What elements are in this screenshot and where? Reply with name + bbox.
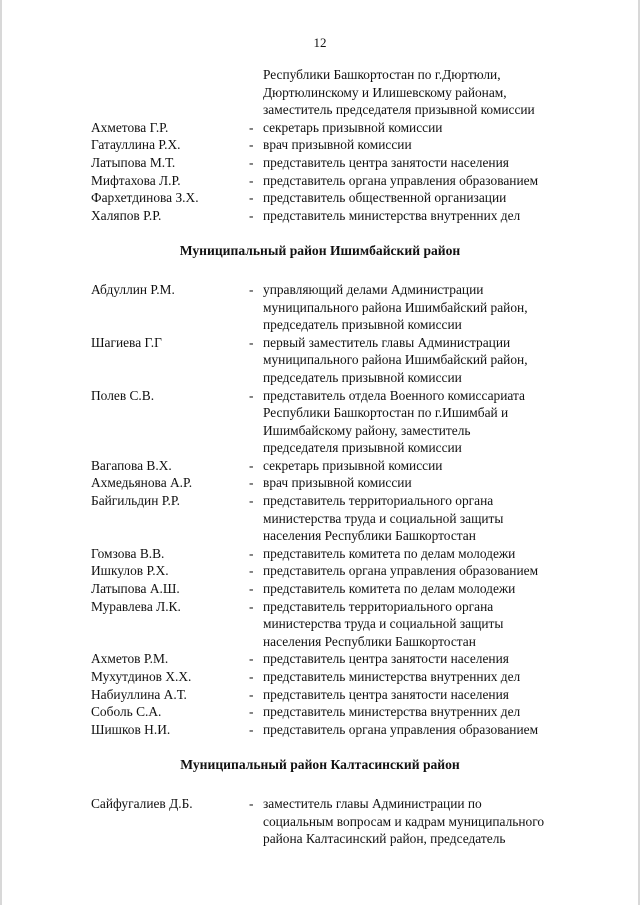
member-dash: - (249, 669, 254, 684)
member-dash: - (249, 190, 254, 206)
member-role-line: представитель органа управления образованием (263, 172, 539, 188)
member-role-line: Ишимбайскому району, заместитель (263, 422, 471, 438)
member-dash: - (249, 154, 254, 170)
member-row (91, 562, 601, 580)
member-name: Ахмедьянова А.Р. (91, 475, 193, 491)
member-role-line: представитель органа управления образованием (263, 721, 539, 737)
member-row (91, 281, 601, 334)
member-dash: - (249, 598, 254, 614)
member-name: Байгильдин Р.Р. (91, 493, 180, 509)
member-row (91, 172, 601, 190)
member-row (91, 703, 601, 721)
member-dash: - (249, 493, 254, 509)
member-role (263, 207, 601, 225)
member-name: Ахметова Г.Р. (91, 119, 169, 135)
page-number: 12 (313, 35, 327, 50)
member-dash: - (249, 334, 254, 350)
member-role-line: представитель центра занятости населения (263, 154, 509, 170)
member-role-line: врач призывной комиссии (263, 137, 412, 153)
member-name: Муравлева Л.К. (91, 598, 181, 614)
member-role (263, 172, 601, 190)
member-row (91, 650, 601, 668)
member-role-line: муниципального района Ишимбайский район, (263, 299, 528, 315)
member-role-line: представитель органа управления образованием (263, 563, 539, 579)
member-dash: - (249, 457, 254, 473)
member-dash: - (249, 475, 254, 491)
member-role-line: представитель отдела Военного комиссариата (263, 387, 525, 403)
member-role (263, 281, 601, 334)
member-row (91, 795, 601, 848)
member-dash: - (249, 545, 254, 561)
continuation-line: Дюртюлинскому и Илишевскому районам, (263, 84, 507, 100)
member-role (263, 650, 601, 668)
member-dash: - (249, 137, 254, 153)
section-heading-kaltasy: Муниципальный район Калтасинский район (180, 757, 460, 773)
member-role (263, 545, 601, 563)
member-role-line: председателя призывной комиссии (263, 440, 462, 456)
member-dash: - (249, 686, 254, 702)
continuation-line: Республики Башкортостан по г.Дюртюли, (263, 67, 501, 82)
member-role-line: заместитель главы Администрации по (263, 795, 482, 811)
member-dash: - (249, 795, 254, 811)
member-role-line: представитель министерства внутренних дел (263, 704, 521, 720)
member-role-line: председатель призывной комиссии (263, 317, 462, 333)
member-role (263, 580, 601, 598)
member-role (263, 668, 601, 686)
member-role-line: представитель центра занятости населения (263, 651, 509, 667)
member-role-line: председатель призывной комиссии (263, 369, 462, 385)
member-dash: - (249, 651, 254, 667)
member-dash: - (249, 172, 254, 188)
member-role (263, 598, 601, 651)
member-role-line: представитель центра занятости населения (263, 686, 509, 702)
member-row (91, 686, 601, 704)
member-role (263, 703, 601, 721)
member-role-line: муниципального района Ишимбайский район, (263, 352, 528, 368)
member-role (263, 721, 601, 739)
member-role (263, 154, 601, 172)
member-row (91, 492, 601, 545)
section3-member-list (91, 795, 601, 848)
member-role-line: представитель территориального органа (263, 598, 494, 614)
member-role-line: министерства труда и социальной защиты (263, 510, 504, 526)
member-row (91, 545, 601, 563)
member-role (263, 457, 601, 475)
section-heading-ishimbay: Муниципальный район Ишимбайский район (179, 243, 461, 259)
member-role-line: секретарь призывной комиссии (263, 457, 443, 473)
member-role (263, 686, 601, 704)
member-dash: - (249, 704, 254, 720)
member-name: Гатауллина Р.Х. (91, 137, 181, 153)
member-role (263, 387, 601, 457)
member-name: Шагиева Г.Г (91, 334, 162, 350)
member-role (263, 136, 601, 154)
member-name: Гомзова В.В. (91, 545, 165, 561)
member-role-line: Республики Башкортостан по г.Ишимбай и (263, 405, 509, 421)
member-role-line: представитель комитета по делам молодежи (263, 581, 516, 597)
member-dash: - (249, 119, 254, 135)
member-dash: - (249, 581, 254, 597)
member-role-line: социальным вопросам и кадрам муниципального (263, 813, 545, 829)
member-role-line: врач призывной комиссии (263, 475, 412, 491)
member-dash: - (249, 387, 254, 403)
member-row (91, 207, 601, 225)
member-name: Шишков Н.И. (91, 721, 171, 737)
member-role-line: населения Республики Башкортостан (263, 633, 476, 649)
member-row (91, 474, 601, 492)
member-role-line: первый заместитель главы Администрации (263, 334, 511, 350)
section1-member-list (91, 119, 601, 225)
member-name: Фархетдинова З.Х. (91, 190, 199, 206)
member-name: Латыпова А.Ш. (91, 581, 180, 597)
member-dash: - (249, 207, 254, 223)
member-role (263, 474, 601, 492)
member-row (91, 136, 601, 154)
member-role (263, 795, 601, 848)
member-role-line: населения Республики Башкортостан (263, 528, 476, 544)
member-name: Абдуллин Р.М. (91, 281, 175, 297)
member-name: Латыпова М.Т. (91, 154, 176, 170)
spacer (91, 224, 601, 242)
member-name: Вагапова В.Х. (91, 457, 172, 473)
member-name: Ахметов Р.М. (91, 651, 169, 667)
member-name: Соболь С.А. (91, 704, 162, 720)
member-row (91, 721, 601, 739)
member-name: Мухутдинов Х.Х. (91, 669, 192, 684)
member-name: Полев С.В. (91, 387, 155, 403)
spacer (91, 260, 601, 281)
member-row (91, 668, 601, 686)
member-role (263, 492, 601, 545)
member-role-line: министерства труда и социальной защиты (263, 616, 504, 632)
member-name: Сайфугалиев Д.Б. (91, 795, 193, 811)
member-row (91, 457, 601, 475)
member-row (91, 598, 601, 651)
continuation-block (91, 66, 601, 119)
member-role-line: представитель министерства внутренних дел (263, 207, 521, 223)
member-dash: - (249, 281, 254, 297)
member-row (91, 154, 601, 172)
member-role-line: представитель территориального органа (263, 493, 494, 509)
member-role-line: района Калтасинский район, председатель (263, 831, 506, 847)
member-row (91, 580, 601, 598)
member-role-line: управляющий делами Администрации (263, 281, 484, 297)
member-role (263, 562, 601, 580)
member-role (263, 334, 601, 387)
spacer (91, 774, 601, 795)
member-name: Мифтахова Л.Р. (91, 172, 181, 188)
member-row (91, 334, 601, 387)
continuation-line: заместитель председателя призывной комиссии (263, 102, 535, 118)
member-role-line: представитель министерства внутренних дел (263, 669, 521, 684)
document-body (91, 66, 601, 848)
member-role-line: представитель общественной организации (263, 190, 507, 206)
member-row (91, 387, 601, 457)
spacer (91, 738, 601, 756)
member-dash: - (249, 563, 254, 579)
member-role-line: представитель комитета по делам молодежи (263, 545, 516, 561)
member-row (91, 119, 601, 137)
member-name: Халяпов Р.Р. (91, 207, 162, 223)
section2-member-list (91, 281, 601, 738)
member-role-line: секретарь призывной комиссии (263, 119, 443, 135)
member-row (91, 189, 601, 207)
member-dash: - (249, 721, 254, 737)
member-role (263, 189, 601, 207)
member-name: Ишкулов Р.Х. (91, 563, 169, 579)
member-role (263, 119, 601, 137)
member-name: Набиуллина А.Т. (91, 686, 187, 702)
